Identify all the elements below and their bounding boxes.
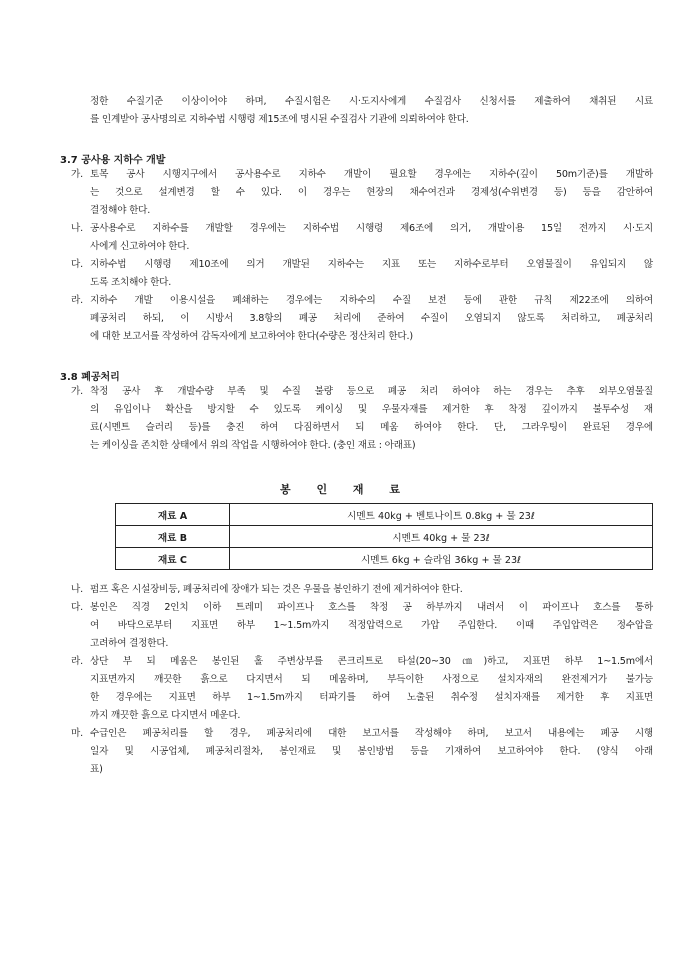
item-line: 수급인은 폐공처리를 할 경우, 폐공처리에 대한 보고서를 작성해야 하며, 보고서 내용에는 폐공 시행 bbox=[90, 728, 653, 739]
item-marker: 다. bbox=[71, 259, 83, 270]
item-line: 지표면까지 깨끗한 흙으로 다지면서 되 메움하며, 부득이한 사정으로 설치자재의 완전제거가 불가능 bbox=[90, 674, 653, 685]
sealing-material-table bbox=[115, 503, 653, 570]
table-row bbox=[116, 504, 653, 526]
table-cell-label: 재료 C bbox=[116, 548, 230, 570]
item-line: 봉인은 직경 2인치 이하 트레미 파이프나 호스를 착정 공 하부까지 내려서 이 파이프나 호스를 통하 bbox=[90, 602, 653, 613]
item-marker: 다. bbox=[71, 602, 83, 613]
item-line: 지하수법 시행령 제10조에 의거 개발된 지하수는 지표 또는 지하수로부터 오염물질이 유입되지 않 bbox=[90, 259, 653, 270]
table-cell-value: 시멘트 6kg + 슬라임 36kg + 물 23ℓ bbox=[230, 548, 653, 570]
item-line: 까지 깨끗한 흙으로 다지면서 메운다. bbox=[90, 710, 241, 721]
item-line: 일자 및 시공업체, 폐공처리절차, 봉인재료 및 봉인방법 등을 기재하여 보고하여야 한다. (양식 아래 bbox=[90, 746, 653, 757]
table-cell-value: 시멘트 40kg + 벤토나이트 0.8kg + 물 23ℓ bbox=[230, 504, 653, 526]
table-row bbox=[116, 548, 653, 570]
item-line: 결정해야 한다. bbox=[90, 205, 151, 216]
item-line: 료(시멘트 슬러리 등)를 충진 하여 다짐하면서 되 메움 하여야 한다. 단, 그라우팅이 완료된 경우에 bbox=[90, 422, 653, 433]
table-title: 봉 인 재 료 bbox=[280, 483, 400, 496]
item-line: 한 경우에는 지표면 하부 1~1.5m까지 터파기를 하여 노출된 취수정 설치자재를 제거한 후 지표면 bbox=[90, 692, 653, 703]
section-heading-3-8: 3.8 폐공처리 bbox=[60, 372, 120, 383]
intro-line: 정한 수질기준 이상이어야 하며, 수질시험은 시·도지사에게 수질검사 신청서를 제출하여 채취된 시료 bbox=[90, 96, 653, 107]
item-line: 폐공처리 하되, 이 시방서 3.8항의 폐공 처리에 준하여 수질이 오염되지 않도록 처리하고, 폐공처리 bbox=[90, 313, 653, 324]
item-line: 는 케이싱을 존치한 상태에서 위의 작업을 시행하여야 한다. (충인 재료 : 아래표) bbox=[90, 440, 416, 451]
table-cell-label: 재료 B bbox=[116, 526, 230, 548]
intro-line: 를 인계받아 공사명의로 지하수법 시행령 제15조에 명시된 수질검사 기관에 의뢰하여야 한다. bbox=[90, 114, 469, 125]
item-line: 에 대한 보고서를 작성하여 감독자에게 보고하여야 한다(수량은 정산처리 한다.) bbox=[90, 331, 413, 342]
item-line: 표) bbox=[90, 764, 103, 775]
item-line: 착정 공사 후 개발수량 부족 및 수질 불량 등으로 폐공 처리 하여야 하는 경우는 추후 외부오염물질 bbox=[90, 386, 653, 397]
table-cell-label: 재료 A bbox=[116, 504, 230, 526]
item-marker: 나. bbox=[71, 223, 83, 234]
item-line: 는 것으로 설계변경 할 수 있다. 이 경우는 현장의 채수여건과 경제성(수위변경 등) 등을 감안하여 bbox=[90, 187, 653, 198]
item-marker: 나. bbox=[71, 584, 83, 595]
item-line: 사에게 신고하여야 한다. bbox=[90, 241, 190, 252]
item-line: 고려하여 결정한다. bbox=[90, 638, 169, 649]
item-marker: 가. bbox=[71, 386, 83, 397]
table-row bbox=[116, 526, 653, 548]
item-line: 펌프 혹은 시설장비등, 폐공처리에 장애가 되는 것은 우물을 봉인하기 전에 제거하여야 한다. bbox=[90, 584, 463, 595]
item-line: 도록 조치해야 한다. bbox=[90, 277, 172, 288]
item-marker: 마. bbox=[71, 728, 83, 739]
item-marker: 라. bbox=[71, 295, 83, 306]
table-cell-value: 시멘트 40kg + 물 23ℓ bbox=[230, 526, 653, 548]
item-line: 공사용수로 지하수를 개발할 경우에는 지하수법 시행령 제6조에 의거, 개발이용 15일 전까지 시·도지 bbox=[90, 223, 653, 234]
item-line: 상단 부 되 메움은 봉인된 홀 주변상부를 콘크리트로 타설(20~30㎝)하고, 지표면 하부 1~1.5m에서 bbox=[90, 656, 653, 667]
item-line: 의 유입이나 확산을 방지할 수 있도록 케이싱 및 우물자재를 제거한 후 착정 깊이까지 불투수성 재 bbox=[90, 404, 653, 415]
item-line: 토목 공사 시행지구에서 공사용수로 지하수 개발이 필요할 경우에는 지하수(깊이 50m기준)를 개발하 bbox=[90, 169, 653, 180]
item-line: 여 바닥으로부터 지표면 하부 1~1.5m까지 적정압력으로 가압 주입한다. 이때 주입압력은 정수압을 bbox=[90, 620, 653, 631]
item-marker: 라. bbox=[71, 656, 83, 667]
item-marker: 가. bbox=[71, 169, 83, 180]
item-line: 지하수 개발 이용시설을 폐쇄하는 경우에는 지하수의 수질 보전 등에 관한 규칙 제22조에 의하여 bbox=[90, 295, 653, 306]
section-heading-3-7: 3.7 공사용 지하수 개발 bbox=[60, 155, 166, 166]
